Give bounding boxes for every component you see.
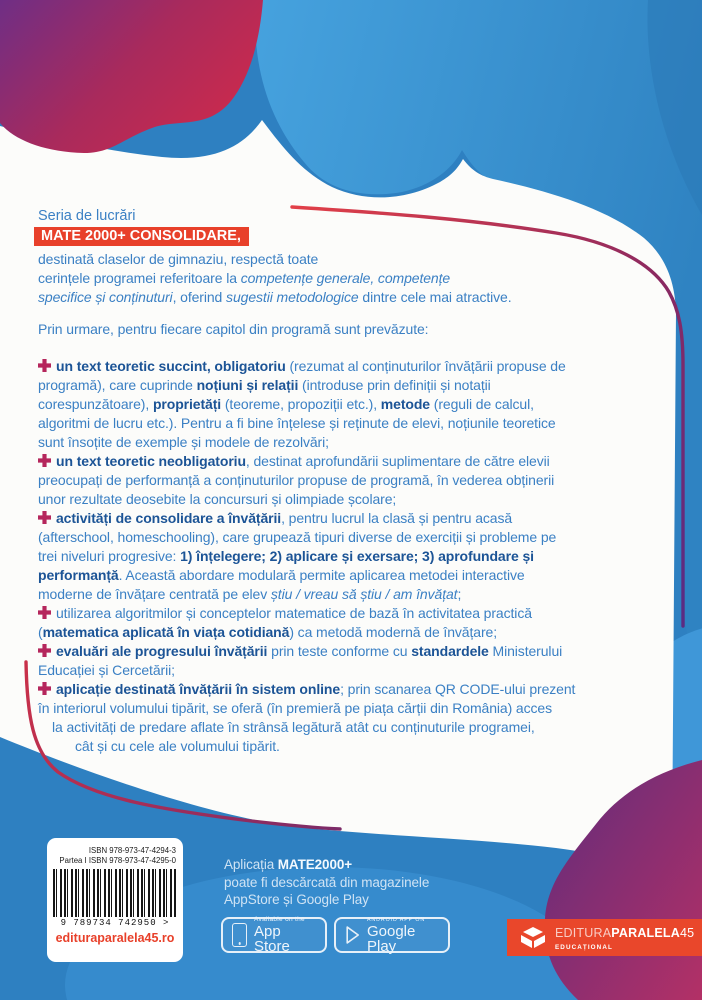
barcode — [53, 869, 177, 917]
isbn-line-2: Partea I ISBN 978-973-47-4295-0 — [59, 855, 176, 865]
text-line: (matematica aplicată în viața cotidiană) ca metodă modernă de învățare; — [38, 624, 498, 640]
text-line: un text teoretic succint, obligatoriu (rezumat al conținuturilor învățării propuse de — [38, 357, 686, 376]
text-line: cât și cu cele ale volumului tipărit. — [75, 738, 280, 754]
barcode-card — [47, 838, 183, 962]
plus-bullet-icon — [38, 359, 51, 372]
plus-bullet-icon — [38, 682, 51, 695]
app-store-badge[interactable] — [221, 917, 327, 953]
app-store-badge-title: App Store — [254, 923, 290, 955]
text-line: performanță. Această abordare modulară permite aplicarea metodei interactive — [38, 567, 525, 583]
text-line: specifice și conținuturi, oferind sugestii metodologice dintre cele mai atractive. — [38, 289, 512, 305]
plus-bullet-icon — [38, 454, 51, 467]
google-play-badge-text — [367, 917, 439, 954]
text-line: trei niveluri progresive: 1) înțelegere; 2) aplicare și exersare; 3) aprofundare și — [38, 548, 534, 564]
publisher-website-link[interactable]: edituraparalela45.ro — [55, 931, 175, 945]
isbn-line-1: ISBN 978-973-47-4294-3 — [88, 846, 176, 855]
play-triangle-icon — [345, 923, 360, 947]
google-play-badge-title: Google Play — [366, 922, 416, 955]
bullet-consolidation-activities — [38, 509, 686, 604]
app-store-badge-text — [254, 916, 316, 954]
text-line: AppStore și Google Play — [224, 892, 369, 907]
text-line: algoritmi de lucru etc.). Pentru a fi bine înțelese și reținute de elevi, noțiunile teoretice — [38, 415, 556, 431]
text-line: în interiorul volumului tipărit, se oferă (în premieră pe piața cărții din România) acces — [38, 700, 553, 716]
plus-bullet-icon — [38, 511, 51, 524]
description-blocks — [38, 250, 686, 756]
bullet-theoretical-text — [38, 357, 686, 452]
text-line: activități de consolidare a învățării, pentru lucrul la clasă și pentru acasă — [38, 509, 686, 528]
text-line: moderne de învățare centrată pe elev știu / vreau să știu / am învățat; — [38, 586, 462, 602]
series-label: Seria de lucrări — [38, 208, 136, 224]
text-line: Prin urmare, pentru fiecare capitol din programă sunt prevăzute: — [38, 321, 429, 337]
text-line: programă), care cuprinde noțiuni și relații (introduse prin definiții și notații — [38, 377, 491, 393]
text-line: la activități de predare aflate în strânsă legătură atât cu conținuturile programei, — [52, 719, 535, 735]
plus-bullet-icon — [38, 644, 51, 657]
text-line: utilizarea algoritmilor și conceptelor matematice de bază în activitatea practică — [38, 604, 686, 623]
text-line: evaluări ale progresului învățării prin teste conforme cu standardele Ministerului — [38, 642, 686, 661]
bullet-applied-math — [38, 604, 686, 642]
text-line: cerințele programei referitoare la competențe generale, competențe — [38, 270, 451, 286]
text-line: un text teoretic neobligatoriu, destinat aprofundării suplimentare de către elevii — [38, 452, 686, 471]
text-line: Educației și Cercetării; — [38, 662, 175, 678]
text-line: preocupați de performanță a conținuturilor propuse de programă, în vederea obținerii — [38, 472, 555, 488]
text-line: corespunzătoare), proprietăți (teoreme, propoziții etc.), metode (reguli de calcul, — [38, 396, 534, 412]
plus-bullet-icon — [38, 606, 51, 619]
text-line: poate fi descărcată din magazinele — [224, 874, 430, 890]
intro-paragraph — [38, 250, 686, 307]
series-title-highlight: MATE 2000+ CONSOLIDARE, — [34, 227, 249, 246]
cover-text — [38, 206, 686, 756]
publisher-tagline: EDUCAȚIONAL — [555, 944, 613, 951]
series-title-row — [34, 227, 686, 246]
publisher-logo-icon — [519, 926, 547, 950]
text-line: sunt însoțite de exemple și modele de rezolvări; — [38, 434, 329, 450]
publisher-banner — [507, 919, 702, 956]
app-promo-text — [224, 856, 429, 909]
google-play-badge[interactable] — [334, 917, 450, 953]
phone-icon — [232, 923, 247, 947]
text-line: unor rezultate deosebite la concursuri și olimpiade școlare; — [38, 491, 397, 507]
barcode-digits: 9 789734 742950 > — [60, 918, 170, 928]
lead-paragraph — [38, 320, 686, 339]
bullet-online-app — [38, 680, 686, 756]
text-line: Aplicația MATE2000+ — [224, 857, 353, 872]
google-play-badge-caption: ANDROID APP ON — [366, 916, 426, 923]
bullet-progress-evaluation — [38, 642, 686, 680]
publisher-name-block — [555, 924, 694, 951]
text-line: aplicație destinată învățării în sistem online; prin scanarea QR CODE-ului prezent — [38, 680, 686, 699]
bullet-optional-text — [38, 452, 686, 509]
publisher-name: EDITURAPARALELA45 — [555, 926, 695, 940]
text-line: destinată claselor de gimnaziu, respectă toate — [38, 251, 319, 267]
text-line: (afterschool, homeschooling), care grupează tipuri diverse de exerciții și probleme pe — [38, 529, 557, 545]
app-store-badge-caption: Available on the — [254, 916, 305, 923]
